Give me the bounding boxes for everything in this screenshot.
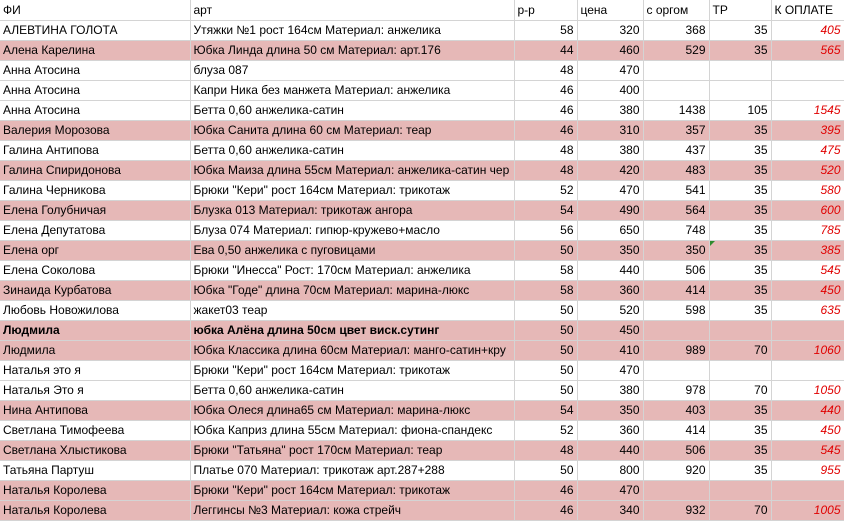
fio-cell[interactable]: Людмила bbox=[0, 340, 190, 360]
pay-cell[interactable] bbox=[771, 480, 844, 500]
size-cell[interactable]: 50 bbox=[514, 300, 577, 320]
org-cell[interactable]: 357 bbox=[643, 120, 709, 140]
price-cell[interactable]: 470 bbox=[577, 60, 643, 80]
art-cell[interactable]: Брюки "Кери" рост 164см Материал: трикотаж bbox=[190, 480, 514, 500]
table-row bbox=[0, 380, 844, 400]
price-cell[interactable]: 380 bbox=[577, 380, 643, 400]
size-cell[interactable]: 48 bbox=[514, 440, 577, 460]
price-cell[interactable]: 650 bbox=[577, 220, 643, 240]
art-cell[interactable]: Бетта 0,60 анжелика-сатин bbox=[190, 100, 514, 120]
art-cell[interactable]: Юбка Олеся длина65 см Материал: марина-люкс bbox=[190, 400, 514, 420]
pay-cell[interactable]: 565 bbox=[771, 40, 844, 60]
header-cell-art[interactable]: арт bbox=[190, 0, 514, 20]
table-row bbox=[0, 100, 844, 120]
fio-cell[interactable]: Анна Атосина bbox=[0, 60, 190, 80]
size-cell[interactable]: 48 bbox=[514, 160, 577, 180]
size-cell[interactable]: 50 bbox=[514, 340, 577, 360]
pay-cell[interactable]: 450 bbox=[771, 420, 844, 440]
tr-cell[interactable]: 35 bbox=[709, 40, 771, 60]
price-cell[interactable]: 450 bbox=[577, 320, 643, 340]
pay-cell[interactable]: 580 bbox=[771, 180, 844, 200]
tr-cell[interactable]: 35 bbox=[709, 280, 771, 300]
price-cell[interactable]: 340 bbox=[577, 500, 643, 520]
tr-cell[interactable]: 35 bbox=[709, 400, 771, 420]
pay-cell[interactable] bbox=[771, 320, 844, 340]
table-row bbox=[0, 300, 844, 320]
table-row bbox=[0, 40, 844, 60]
art-cell[interactable]: Брюки "Инесса" Рост: 170см Материал: анжелика bbox=[190, 260, 514, 280]
org-cell[interactable]: 368 bbox=[643, 20, 709, 40]
tr-cell[interactable]: 35 bbox=[709, 420, 771, 440]
price-cell[interactable]: 320 bbox=[577, 20, 643, 40]
pay-cell[interactable]: 545 bbox=[771, 260, 844, 280]
size-cell[interactable]: 46 bbox=[514, 480, 577, 500]
pay-cell[interactable]: 1050 bbox=[771, 380, 844, 400]
price-cell[interactable]: 470 bbox=[577, 480, 643, 500]
fio-cell[interactable]: Наталья Это я bbox=[0, 380, 190, 400]
art-cell[interactable]: Брюки "Татьяна" рост 170см Материал: теар bbox=[190, 440, 514, 460]
fio-cell[interactable]: Елена орг bbox=[0, 240, 190, 260]
pay-cell[interactable]: 450 bbox=[771, 280, 844, 300]
pay-cell[interactable] bbox=[771, 60, 844, 80]
pay-cell[interactable]: 395 bbox=[771, 120, 844, 140]
org-cell[interactable]: 920 bbox=[643, 460, 709, 480]
tr-cell[interactable]: 35 bbox=[709, 260, 771, 280]
org-cell[interactable] bbox=[643, 60, 709, 80]
org-cell[interactable]: 748 bbox=[643, 220, 709, 240]
size-cell[interactable]: 50 bbox=[514, 320, 577, 340]
org-cell[interactable]: 932 bbox=[643, 500, 709, 520]
pay-cell[interactable]: 440 bbox=[771, 400, 844, 420]
org-cell[interactable]: 1438 bbox=[643, 100, 709, 120]
org-cell[interactable]: 350 bbox=[643, 240, 709, 260]
org-cell[interactable]: 437 bbox=[643, 140, 709, 160]
price-cell[interactable]: 470 bbox=[577, 180, 643, 200]
tr-cell[interactable]: 35 bbox=[709, 440, 771, 460]
pay-cell[interactable]: 385 bbox=[771, 240, 844, 260]
table-row bbox=[0, 260, 844, 280]
table-row bbox=[0, 440, 844, 460]
pay-cell[interactable]: 1005 bbox=[771, 500, 844, 520]
table-row bbox=[0, 160, 844, 180]
pay-cell[interactable]: 1060 bbox=[771, 340, 844, 360]
table-row bbox=[0, 200, 844, 220]
pay-cell[interactable]: 600 bbox=[771, 200, 844, 220]
table-row bbox=[0, 20, 844, 40]
price-cell[interactable]: 380 bbox=[577, 100, 643, 120]
price-cell[interactable]: 800 bbox=[577, 460, 643, 480]
table-row bbox=[0, 80, 844, 100]
size-cell[interactable]: 44 bbox=[514, 40, 577, 60]
size-cell[interactable]: 50 bbox=[514, 240, 577, 260]
size-cell[interactable]: 50 bbox=[514, 380, 577, 400]
header-cell-size[interactable]: р-р bbox=[514, 0, 577, 20]
price-cell[interactable]: 400 bbox=[577, 80, 643, 100]
size-cell[interactable]: 50 bbox=[514, 460, 577, 480]
org-cell[interactable]: 564 bbox=[643, 200, 709, 220]
table-row bbox=[0, 420, 844, 440]
size-cell[interactable]: 52 bbox=[514, 420, 577, 440]
art-cell[interactable]: Юбка Линда длина 50 см Материал: арт.176 bbox=[190, 40, 514, 60]
art-cell[interactable]: Брюки "Кери" рост 164см Материал: трикотаж bbox=[190, 360, 514, 380]
art-cell[interactable]: Юбка Каприз длина 55см Материал: фиона-спандекс bbox=[190, 420, 514, 440]
price-cell[interactable]: 350 bbox=[577, 400, 643, 420]
table-row bbox=[0, 220, 844, 240]
fio-cell[interactable]: Елена Депутатова bbox=[0, 220, 190, 240]
art-cell[interactable]: Бетта 0,60 анжелика-сатин bbox=[190, 380, 514, 400]
price-cell[interactable]: 360 bbox=[577, 420, 643, 440]
org-cell[interactable] bbox=[643, 480, 709, 500]
fio-cell[interactable]: Татьяна Партуш bbox=[0, 460, 190, 480]
pay-cell[interactable]: 635 bbox=[771, 300, 844, 320]
pay-cell[interactable]: 955 bbox=[771, 460, 844, 480]
pay-cell[interactable]: 475 bbox=[771, 140, 844, 160]
fio-cell[interactable]: Анна Атосина bbox=[0, 80, 190, 100]
header-cell-pay[interactable]: К ОПЛАТЕ bbox=[771, 0, 844, 20]
price-cell[interactable]: 380 bbox=[577, 140, 643, 160]
org-cell[interactable]: 506 bbox=[643, 440, 709, 460]
tr-cell[interactable]: 35 bbox=[709, 300, 771, 320]
table-row bbox=[0, 480, 844, 500]
header-row bbox=[0, 0, 844, 20]
header-cell-tr[interactable]: ТР bbox=[709, 0, 771, 20]
table-row bbox=[0, 60, 844, 80]
price-cell[interactable]: 350 bbox=[577, 240, 643, 260]
fio-cell[interactable]: Людмила bbox=[0, 320, 190, 340]
org-cell[interactable]: 598 bbox=[643, 300, 709, 320]
size-cell[interactable]: 54 bbox=[514, 400, 577, 420]
tr-cell[interactable]: 35 bbox=[709, 120, 771, 140]
size-cell[interactable]: 58 bbox=[514, 20, 577, 40]
art-cell[interactable]: Юбка "Годе" длина 70см Материал: марина-люкс bbox=[190, 280, 514, 300]
org-cell[interactable] bbox=[643, 80, 709, 100]
art-cell[interactable]: Блузка 013 Материал: трикотаж ангора bbox=[190, 200, 514, 220]
fio-cell[interactable]: Любовь Новожилова bbox=[0, 300, 190, 320]
tr-cell[interactable] bbox=[709, 60, 771, 80]
art-cell[interactable]: Платье 070 Материал: трикотаж арт.287+288 bbox=[190, 460, 514, 480]
size-cell[interactable]: 46 bbox=[514, 100, 577, 120]
tr-cell[interactable] bbox=[709, 360, 771, 380]
fio-cell[interactable]: АЛЕВТИНА ГОЛОТА bbox=[0, 20, 190, 40]
price-cell[interactable]: 490 bbox=[577, 200, 643, 220]
size-cell[interactable]: 48 bbox=[514, 60, 577, 80]
org-cell[interactable]: 541 bbox=[643, 180, 709, 200]
org-cell[interactable]: 529 bbox=[643, 40, 709, 60]
fio-cell[interactable]: Наталья Королева bbox=[0, 500, 190, 520]
tr-cell[interactable]: 35 bbox=[709, 180, 771, 200]
table-row bbox=[0, 120, 844, 140]
size-cell[interactable]: 58 bbox=[514, 280, 577, 300]
art-cell[interactable]: Юбка Санита длина 60 см Материал: теар bbox=[190, 120, 514, 140]
org-cell[interactable] bbox=[643, 320, 709, 340]
pay-cell[interactable]: 520 bbox=[771, 160, 844, 180]
tr-cell[interactable]: 105 bbox=[709, 100, 771, 120]
table-row bbox=[0, 460, 844, 480]
art-cell[interactable]: Бетта 0,60 анжелика-сатин bbox=[190, 140, 514, 160]
fio-cell[interactable]: Галина Черникова bbox=[0, 180, 190, 200]
size-cell[interactable]: 54 bbox=[514, 200, 577, 220]
art-cell[interactable]: Брюки "Кери" рост 164см Материал: трикотаж bbox=[190, 180, 514, 200]
tr-cell[interactable]: 35 bbox=[709, 160, 771, 180]
org-cell[interactable]: 978 bbox=[643, 380, 709, 400]
art-cell[interactable]: Леггинсы №3 Материал: кожа стрейч bbox=[190, 500, 514, 520]
header-cell-org[interactable]: с оргом bbox=[643, 0, 709, 20]
tr-cell[interactable]: 70 bbox=[709, 380, 771, 400]
tr-cell[interactable]: 35 bbox=[709, 200, 771, 220]
art-cell[interactable]: Блуза 074 Материал: гипюр-кружево+масло bbox=[190, 220, 514, 240]
art-cell[interactable]: Ева 0,50 анжелика с пуговицами bbox=[190, 240, 514, 260]
table-row bbox=[0, 360, 844, 380]
fio-cell[interactable]: Елена Голубничая bbox=[0, 200, 190, 220]
size-cell[interactable]: 46 bbox=[514, 80, 577, 100]
pay-cell[interactable]: 1545 bbox=[771, 100, 844, 120]
table-row bbox=[0, 320, 844, 340]
fio-cell[interactable]: Нина Антипова bbox=[0, 400, 190, 420]
header-cell-price[interactable]: цена bbox=[577, 0, 643, 20]
fio-cell[interactable]: Светлана Хлыстикова bbox=[0, 440, 190, 460]
pay-cell[interactable]: 405 bbox=[771, 20, 844, 40]
price-cell[interactable]: 470 bbox=[577, 360, 643, 380]
size-cell[interactable]: 46 bbox=[514, 500, 577, 520]
size-cell[interactable]: 48 bbox=[514, 140, 577, 160]
art-cell[interactable]: Капри Ника без манжета Материал: анжелика bbox=[190, 80, 514, 100]
org-cell[interactable]: 989 bbox=[643, 340, 709, 360]
price-cell[interactable]: 360 bbox=[577, 280, 643, 300]
pay-cell[interactable] bbox=[771, 360, 844, 380]
art-cell[interactable]: Утяжки №1 рост 164см Материал: анжелика bbox=[190, 20, 514, 40]
size-cell[interactable]: 56 bbox=[514, 220, 577, 240]
org-cell[interactable]: 414 bbox=[643, 280, 709, 300]
fio-cell[interactable]: Светлана Тимофеева bbox=[0, 420, 190, 440]
tr-cell[interactable]: 35 bbox=[709, 240, 771, 260]
table-row bbox=[0, 500, 844, 520]
price-cell[interactable]: 310 bbox=[577, 120, 643, 140]
tr-cell[interactable]: 70 bbox=[709, 500, 771, 520]
price-cell[interactable]: 460 bbox=[577, 40, 643, 60]
org-cell[interactable]: 403 bbox=[643, 400, 709, 420]
fio-cell[interactable]: Анна Атосина bbox=[0, 100, 190, 120]
tr-cell[interactable]: 70 bbox=[709, 340, 771, 360]
art-cell[interactable]: юбка Алёна длина 50см цвет виск.сутинг bbox=[190, 320, 514, 340]
art-cell[interactable]: жакет03 теар bbox=[190, 300, 514, 320]
price-cell[interactable]: 440 bbox=[577, 440, 643, 460]
size-cell[interactable]: 52 bbox=[514, 180, 577, 200]
size-cell[interactable]: 50 bbox=[514, 360, 577, 380]
fio-cell[interactable]: Наталья Королева bbox=[0, 480, 190, 500]
art-cell[interactable]: Юбка Классика длина 60см Материал: манго-сатин+кру bbox=[190, 340, 514, 360]
org-cell[interactable]: 506 bbox=[643, 260, 709, 280]
org-cell[interactable]: 414 bbox=[643, 420, 709, 440]
tr-cell[interactable]: 35 bbox=[709, 140, 771, 160]
fio-cell[interactable]: Наталья это я bbox=[0, 360, 190, 380]
table-row bbox=[0, 180, 844, 200]
fio-cell[interactable]: Елена Соколова bbox=[0, 260, 190, 280]
tr-cell[interactable] bbox=[709, 320, 771, 340]
size-cell[interactable]: 58 bbox=[514, 260, 577, 280]
tr-cell[interactable]: 35 bbox=[709, 460, 771, 480]
fio-cell[interactable]: Галина Антипова bbox=[0, 140, 190, 160]
table-row bbox=[0, 240, 844, 260]
size-cell[interactable]: 46 bbox=[514, 120, 577, 140]
tr-cell[interactable] bbox=[709, 480, 771, 500]
org-cell[interactable]: 483 bbox=[643, 160, 709, 180]
org-cell[interactable] bbox=[643, 360, 709, 380]
price-cell[interactable]: 440 bbox=[577, 260, 643, 280]
table-row bbox=[0, 340, 844, 360]
art-cell[interactable]: Юбка Маиза длина 55см Материал: анжелика-сатин чер bbox=[190, 160, 514, 180]
fio-cell[interactable]: Галина Спиридонова bbox=[0, 160, 190, 180]
tr-cell[interactable]: 35 bbox=[709, 20, 771, 40]
fio-cell[interactable]: Зинаида Курбатова bbox=[0, 280, 190, 300]
price-cell[interactable]: 410 bbox=[577, 340, 643, 360]
fio-cell[interactable]: Валерия Морозова bbox=[0, 120, 190, 140]
price-cell[interactable]: 420 bbox=[577, 160, 643, 180]
pay-cell[interactable] bbox=[771, 80, 844, 100]
pay-cell[interactable]: 785 bbox=[771, 220, 844, 240]
table-row bbox=[0, 140, 844, 160]
pay-cell[interactable]: 545 bbox=[771, 440, 844, 460]
art-cell[interactable]: блуза 087 bbox=[190, 60, 514, 80]
header-cell-fio[interactable]: ФИ bbox=[0, 0, 190, 20]
table-row bbox=[0, 280, 844, 300]
table-row bbox=[0, 400, 844, 420]
price-cell[interactable]: 520 bbox=[577, 300, 643, 320]
fio-cell[interactable]: Алена Карелина bbox=[0, 40, 190, 60]
tr-cell[interactable] bbox=[709, 80, 771, 100]
tr-cell[interactable]: 35 bbox=[709, 220, 771, 240]
